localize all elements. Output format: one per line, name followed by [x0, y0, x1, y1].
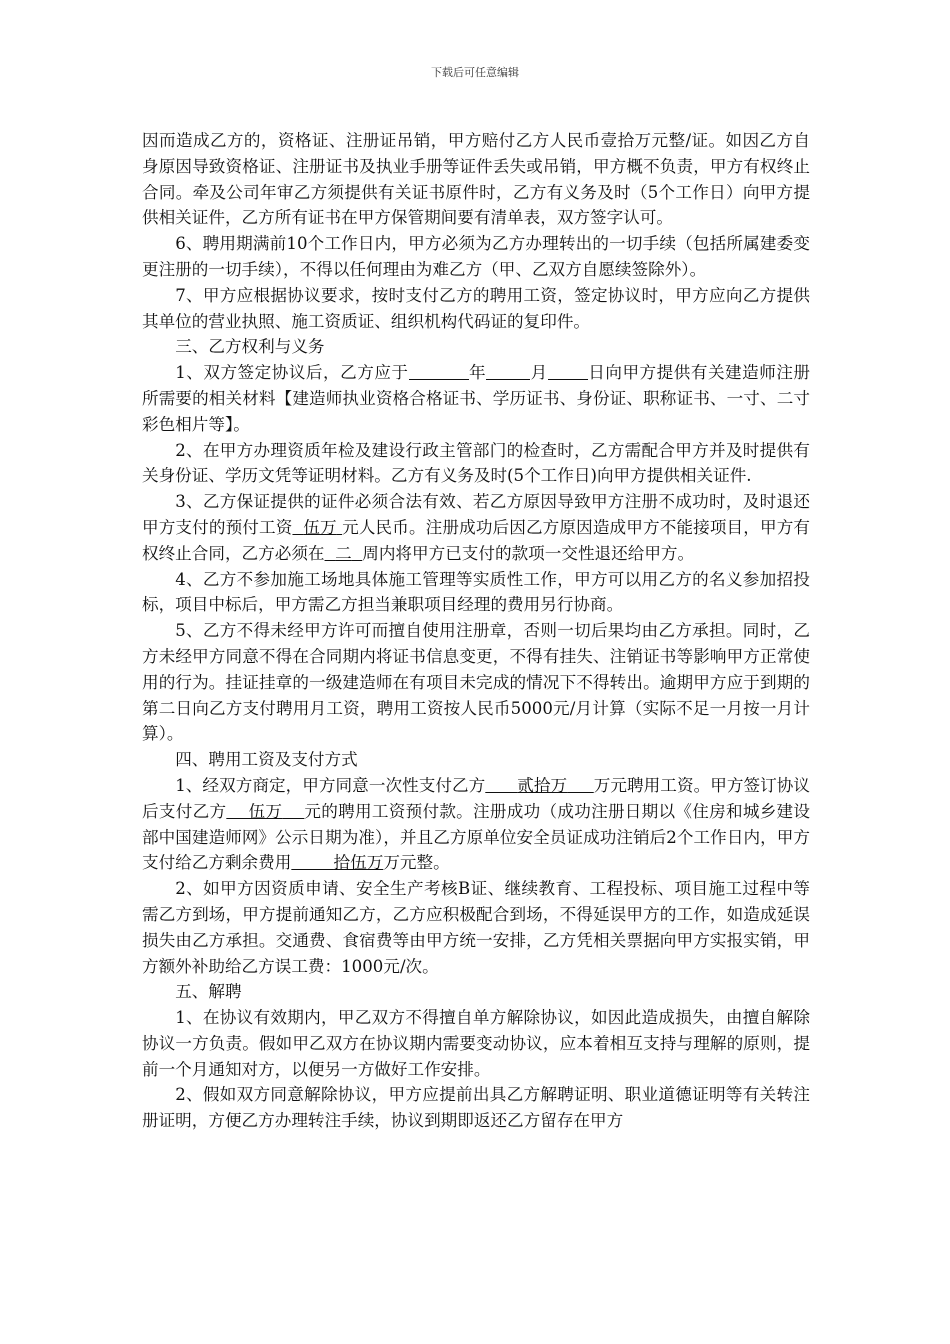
- paragraph-b-item-4: 4、乙方不参加施工场地具体施工管理等实质性工作，甲方可以用乙方的名义参加招投标，项目中标后，甲方需乙方担当兼职项目经理的费用另行协商。: [142, 569, 810, 615]
- refund-weeks: 二: [335, 543, 352, 563]
- text-segment: 周内将甲方已支付的款项一交性退还给甲方。: [362, 543, 695, 563]
- text-segment: 元的聘用工资预付款。注册成功（成功注册日期以《住房和城乡建设部中国建造师网》公示日期为准），并且乙方原单位安全员证成功注销后2个工作日内，甲方支付给乙方剩余费用: [142, 801, 811, 873]
- paragraph-b-item-2: 2、在甲方办理资质年检及建设行政主管部门的检查时，乙方需配合甲方并及时提供有关身份证、学历文凭等证明材料。乙方有义务及时(5个工作日)向甲方提供相关证件.: [142, 440, 810, 486]
- text-segment: 日向甲方提供有关建造师注册所需要的相关材料【建造师执业资格合格证书、学历证书、身份证、职称证书、一寸、二寸彩色相片等】。: [142, 363, 811, 434]
- section-heading-5: 五、解聘: [175, 982, 242, 1002]
- total-salary: 贰拾万: [517, 775, 568, 795]
- paragraph-b-item-1: [142, 360, 810, 437]
- paragraph-c-item-2: 2、如甲方因资质申请、安全生产考核B证、继续教育、工程投标、项目施工过程中等需乙方到场，甲方提前通知乙方，乙方应积极配合到场，不得延误甲方的工作，如造成延误损失由乙方承担。交通费、食宿费等由甲方统一安排，乙方凭相关票据向甲方实报实销，甲方额外补助给乙方误工费：1000元/次。: [142, 879, 810, 976]
- text-segment: 1、经双方商定，甲方同意一次性支付乙方: [175, 775, 486, 795]
- remaining-payment: 拾伍万: [333, 853, 384, 873]
- paragraph-item-6: 6、聘用期满前10个工作日内，甲方必须为乙方办理转出的一切手续（包括所属建委变更注册的一切手续），不得以任何理由为难乙方（甲、乙双方自愿续签除外）。: [142, 234, 810, 279]
- filled-value: [226, 802, 304, 821]
- section-heading-3: 三、乙方权利与义务: [175, 337, 325, 357]
- filled-value: [292, 518, 342, 537]
- paragraph-b-item-3: [142, 489, 810, 566]
- text-segment: 万元聘用工资。甲方签订协议后支付乙方: [142, 775, 811, 821]
- filled-value: [325, 544, 363, 563]
- blank-year: [409, 361, 469, 380]
- text-segment: 万元整。: [383, 853, 450, 873]
- advance-payment: 伍万: [248, 801, 283, 821]
- filled-value: [291, 853, 383, 872]
- paragraph-cert-liability: 因而造成乙方的，资格证、注册证吊销，甲方赔付乙方人民币壹拾万元整/证。如因乙方自身原因导致资格证、注册证书及执业手册等证件丢失或吊销，甲方概不负责，甲方有权终止合同。牵及公司年审乙方须提供有关证书原件时，乙方有义务及时（5个工作日）向甲方提供相关证件，乙方所有证书在甲方保管期间要有清单表，双方签字认可。: [142, 131, 810, 228]
- prepaid-amount: 伍万: [303, 517, 337, 537]
- text-segment: 1、双方签定协议后，乙方应于: [175, 363, 409, 383]
- document-body: [142, 128, 810, 1134]
- blank-month: [486, 361, 530, 380]
- paragraph-d-item-1: 1、在协议有效期内，甲乙双方不得擅自单方解除协议，如因此造成损失，由擅自解除协议一方负责。假如甲乙双方在协议期内需要变动协议，应本着相互支持与理解的原则，提前一个月通知对方，以便另一方做好工作安排。: [142, 1008, 810, 1079]
- paragraph-b-item-5: 5、乙方不得未经甲方许可而擅自使用注册章，否则一切后果均由乙方承担。同时，乙方未经甲方同意不得在合同期内将证书信息变更，不得有挂失、注销证书等影响甲方正常使用的行为。挂证挂章的一级建造师在有项目未完成的情况下不得转出。逾期甲方应于到期的第二日向乙方支付聘用月工资，聘用工资按人民币5000元/月计算（实际不足一月按一月计算）。: [142, 621, 810, 744]
- text-segment: 元人民币。注册成功后因乙方原因造成甲方不能接项目，甲方有权终止合同，乙方必须在: [142, 517, 811, 563]
- paragraph-d-item-2: 2、假如双方同意解除协议，甲方应提前出具乙方解聘证明、职业道德证明等有关转注册证明，方便乙方办理转注手续，协议到期即返还乙方留存在甲方: [142, 1085, 810, 1131]
- text-segment: 3、乙方保证提供的证件必须合法有效、若乙方原因导致甲方注册不成功时，及时退还甲方支付的预付工资: [142, 492, 810, 537]
- page-header: 下载后可任意编辑: [431, 66, 519, 79]
- blank-day: [548, 361, 588, 380]
- paragraph-c-item-1: [142, 773, 810, 876]
- filled-value: [485, 776, 593, 795]
- text-segment: 月: [530, 363, 548, 383]
- text-segment: 年: [468, 363, 487, 383]
- section-heading-4: 四、聘用工资及支付方式: [175, 750, 358, 770]
- paragraph-item-7: 7、甲方应根据协议要求，按时支付乙方的聘用工资，签定协议时，甲方应向乙方提供其单位的营业执照、施工资质证、组织机构代码证的复印件。: [142, 285, 810, 331]
